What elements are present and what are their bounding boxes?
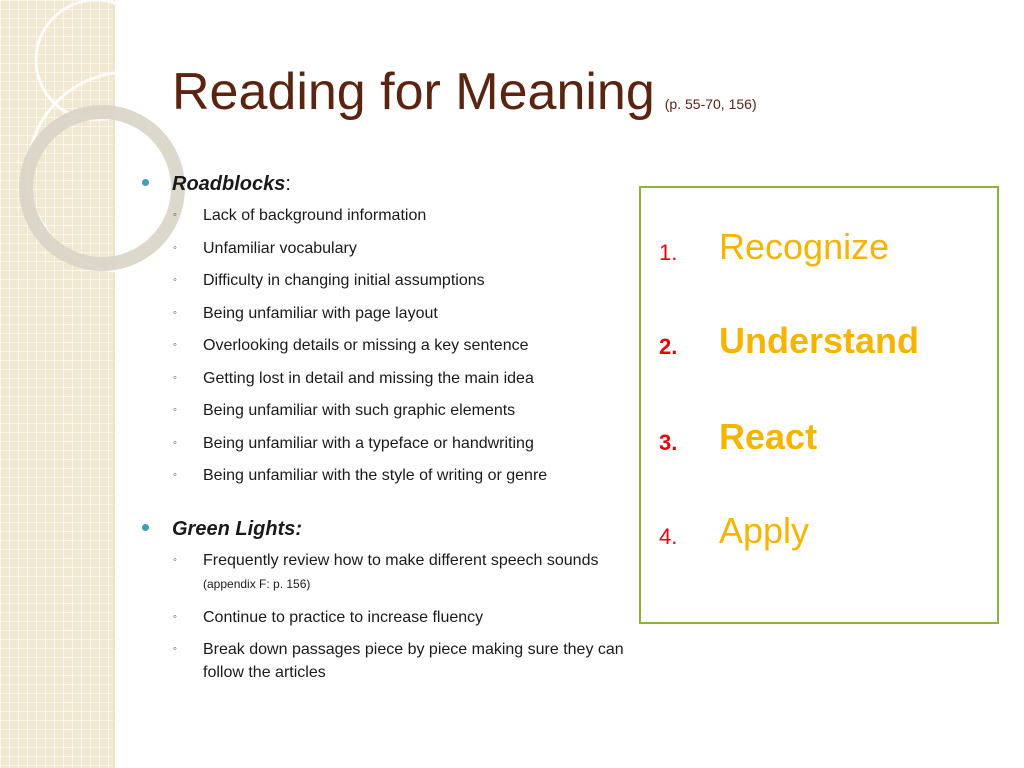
hollow-bullet-icon: ◦ [173,371,177,384]
roadblock-item-text: Being unfamiliar with such graphic elements [203,402,516,419]
roadblock-item-text: Overlooking details or missing a key sentence [203,337,529,354]
hollow-bullet-icon: ◦ [173,306,177,319]
step-label: Recognize [719,226,890,267]
bullet-icon [142,179,149,186]
green-light-item-text: Frequently review how to make different speech sounds [203,552,599,569]
green-lights-heading-text: Green Lights: [172,518,303,540]
hollow-bullet-icon: ◦ [173,209,177,221]
page-title [172,62,757,122]
steps-box [639,186,999,624]
roadblock-item [172,399,642,422]
roadblock-item-text: Getting lost in detail and missing the main idea [203,369,534,387]
roadblocks-section [142,170,642,487]
step-number: 2. [659,334,678,359]
step-label: React [719,416,818,457]
roadblock-item-text: Unfamiliar vocabulary [203,239,357,257]
green-lights-section [142,515,642,684]
green-lights-heading [172,515,642,543]
step-number: 4. [659,524,678,549]
hollow-bullet-icon: ◦ [173,404,177,416]
step-label: Understand [719,320,920,361]
roadblocks-heading-colon: : [285,173,291,195]
title-page-reference: (p. 55-70, 156) [664,96,757,112]
roadblock-item [172,334,642,357]
roadblocks-heading-text: Roadblocks [172,173,286,195]
green-light-item-text: Break down passages piece by piece making sure they can follow the articles [203,641,624,681]
hollow-bullet-icon: ◦ [173,554,177,566]
roadblock-item [172,464,642,487]
main-content [142,170,642,694]
step-label: Apply [719,510,810,551]
green-light-item [172,606,642,629]
step-number: 3. [659,430,678,455]
hollow-bullet-icon: ◦ [173,469,177,481]
step-number: 1. [659,240,678,265]
roadblock-item-text: Difficulty in changing initial assumptions [203,272,485,289]
roadblock-item-text: Being unfamiliar with page layout [203,304,438,322]
roadblock-item [172,269,642,292]
roadblock-item [172,367,642,390]
roadblock-item-text: Being unfamiliar with a typeface or handwriting [203,434,534,452]
roadblocks-list [172,204,642,487]
hollow-bullet-icon: ◦ [173,339,177,351]
roadblock-item [172,432,642,455]
hollow-bullet-icon: ◦ [173,643,177,655]
green-lights-list [172,549,642,684]
green-light-item-text: Continue to practice to increase fluency [203,608,484,626]
bullet-icon [142,524,149,531]
hollow-bullet-icon: ◦ [173,241,177,254]
roadblock-item [172,204,642,227]
green-light-item [172,549,642,596]
green-light-item [172,638,642,684]
roadblocks-heading [172,170,642,198]
roadblock-item-text: Being unfamiliar with the style of writing or genre [203,467,548,484]
hollow-bullet-icon: ◦ [173,610,177,623]
decorative-circle-outer [36,0,156,120]
roadblock-item [172,302,642,325]
roadblock-item [172,237,642,260]
hollow-bullet-icon: ◦ [173,436,177,449]
roadblock-item-text: Lack of background information [203,207,427,224]
green-light-item-ref: (appendix F: p. 156) [203,577,311,591]
hollow-bullet-icon: ◦ [173,274,177,286]
title-main: Reading for Meaning [172,63,655,121]
